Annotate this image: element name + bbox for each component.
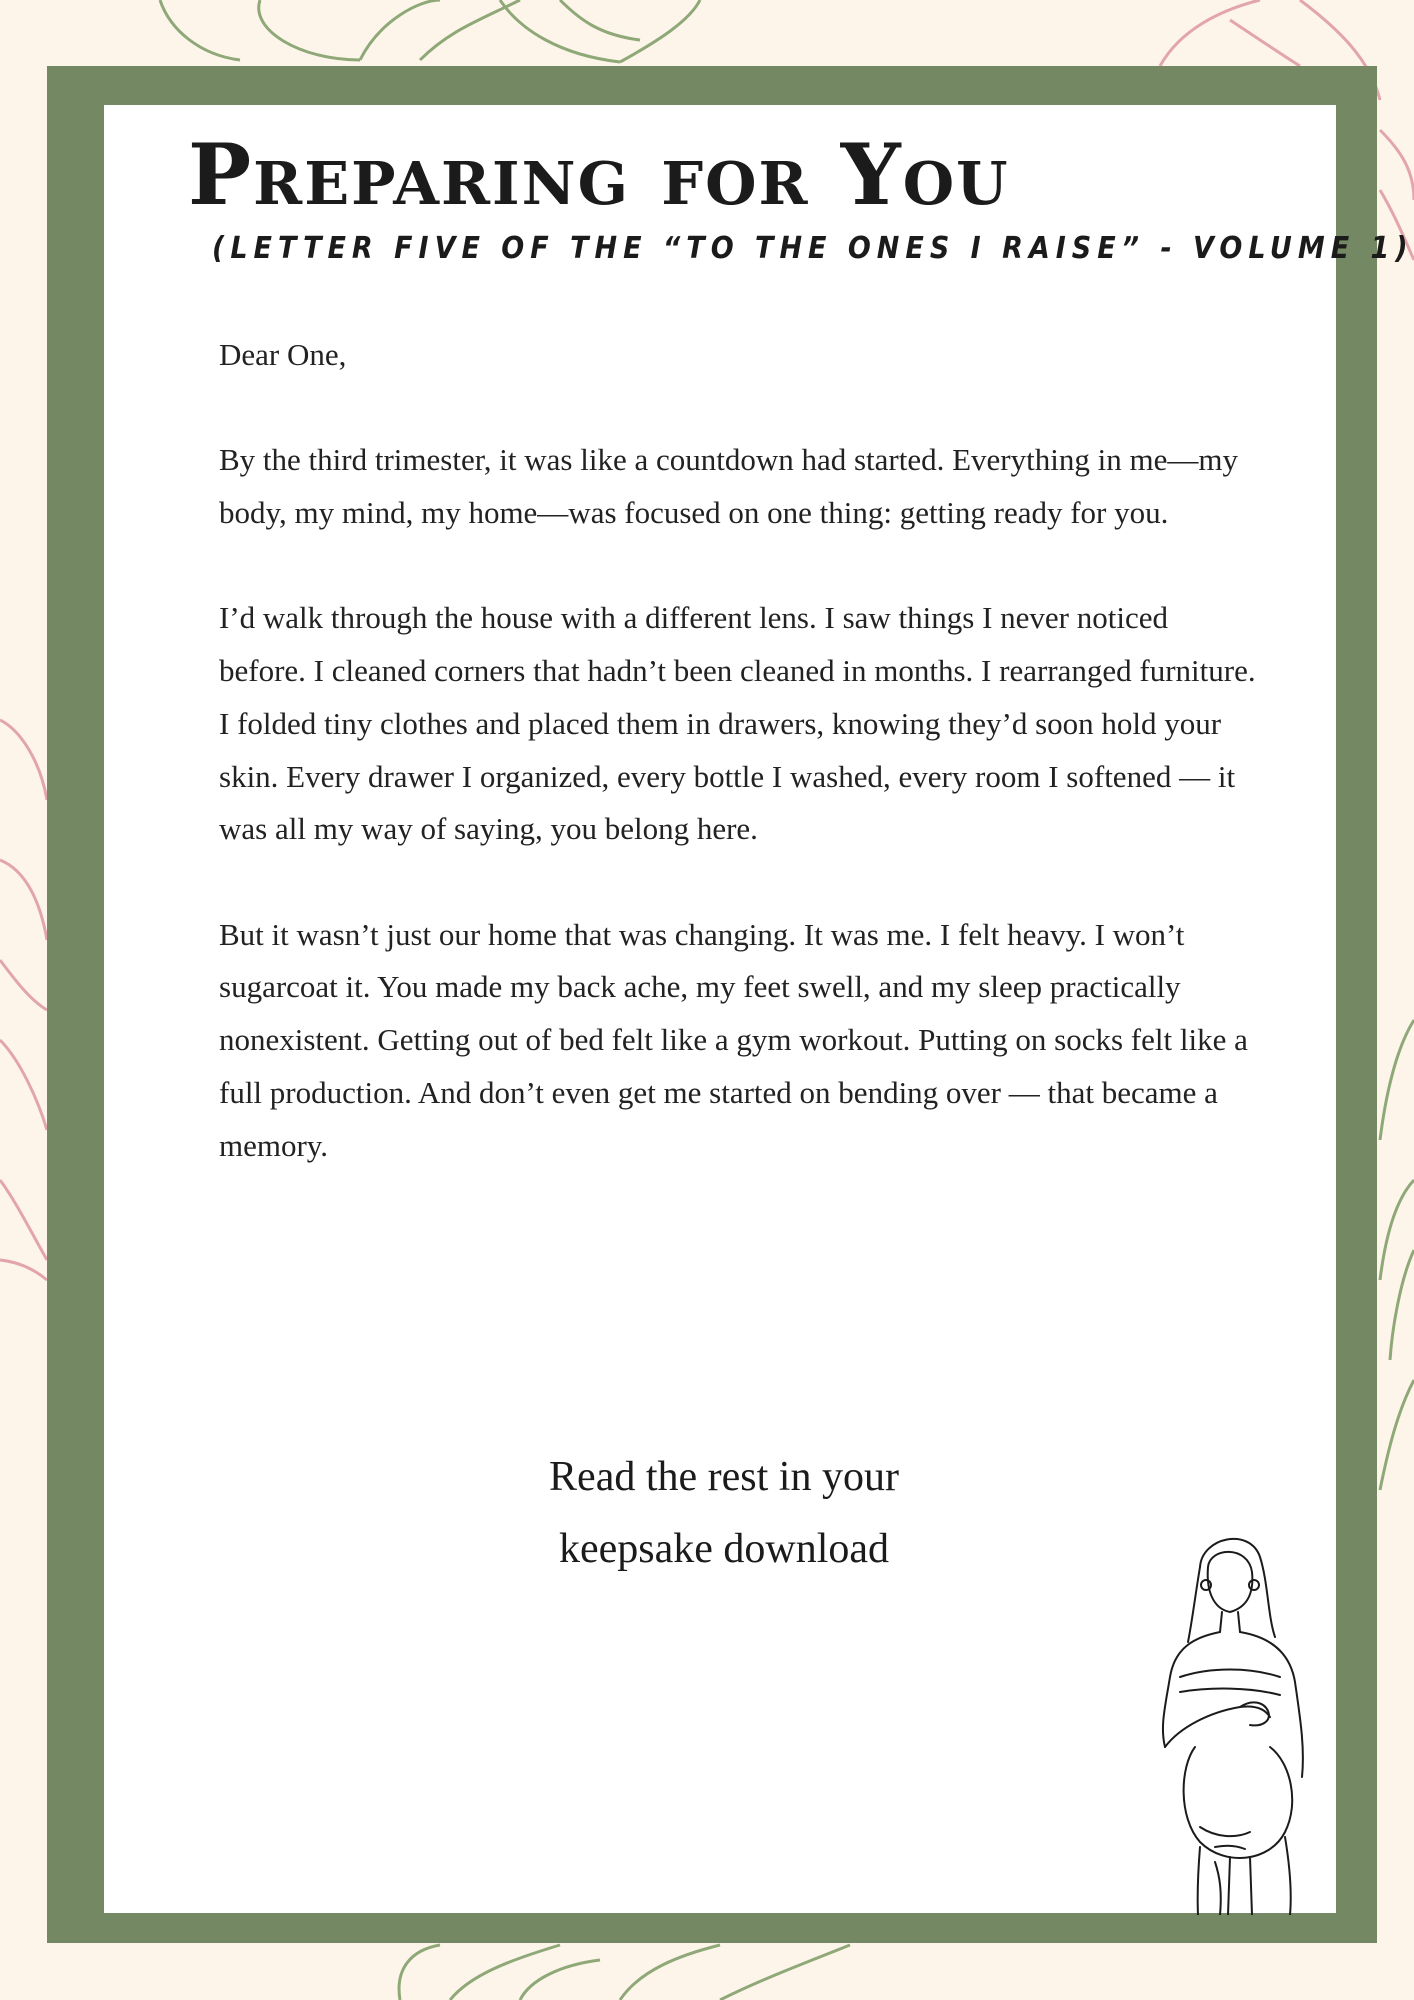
- cta-line-2: keepsake download: [558, 1526, 890, 1572]
- page-title: Preparing for You: [188, 125, 1010, 224]
- green-frame: [47, 66, 1414, 1943]
- keepsake-download-callout: [474, 1441, 974, 1585]
- letter-paragraph: But it wasn’t just our home that was changing. It was me. I felt heavy. I won’t sugarcoat it. You made my back ache, my feet swell, and my sleep practically nonexistent. Getting out of bed felt like a gym workout. Putting on socks felt like a full production. And don’t even get me started on bending over — that became a memory.: [219, 916, 1248, 1163]
- letter-paragraph: By the third trimester, it was like a countdown had started. Everything in me—my body, my mind, my home—was focused on one thing: getting ready for you.: [219, 442, 1238, 531]
- letter-paragraph: I’d walk through the house with a different lens. I saw things I never noticed before. I cleaned corners that hadn’t been cleaned in months. I rearranged furniture. I folded tiny clothes and placed them in drawers, knowing they’d soon hold your skin. Every drawer I organized, every bottle I washed, every room I softened — it was all my way of saying, you belong here.: [219, 600, 1256, 847]
- letter-greeting: Dear One,: [219, 337, 347, 372]
- cta-line-1: Read the rest in your: [549, 1454, 899, 1500]
- letter-page: [104, 105, 1414, 1913]
- page-subtitle: (LETTER FIVE OF THE “TO THE ONES I RAISE” - VOLUME 1): [212, 231, 1414, 266]
- pregnant-woman-illustration-icon: [1140, 1527, 1340, 1915]
- letter-body: [219, 329, 1259, 1225]
